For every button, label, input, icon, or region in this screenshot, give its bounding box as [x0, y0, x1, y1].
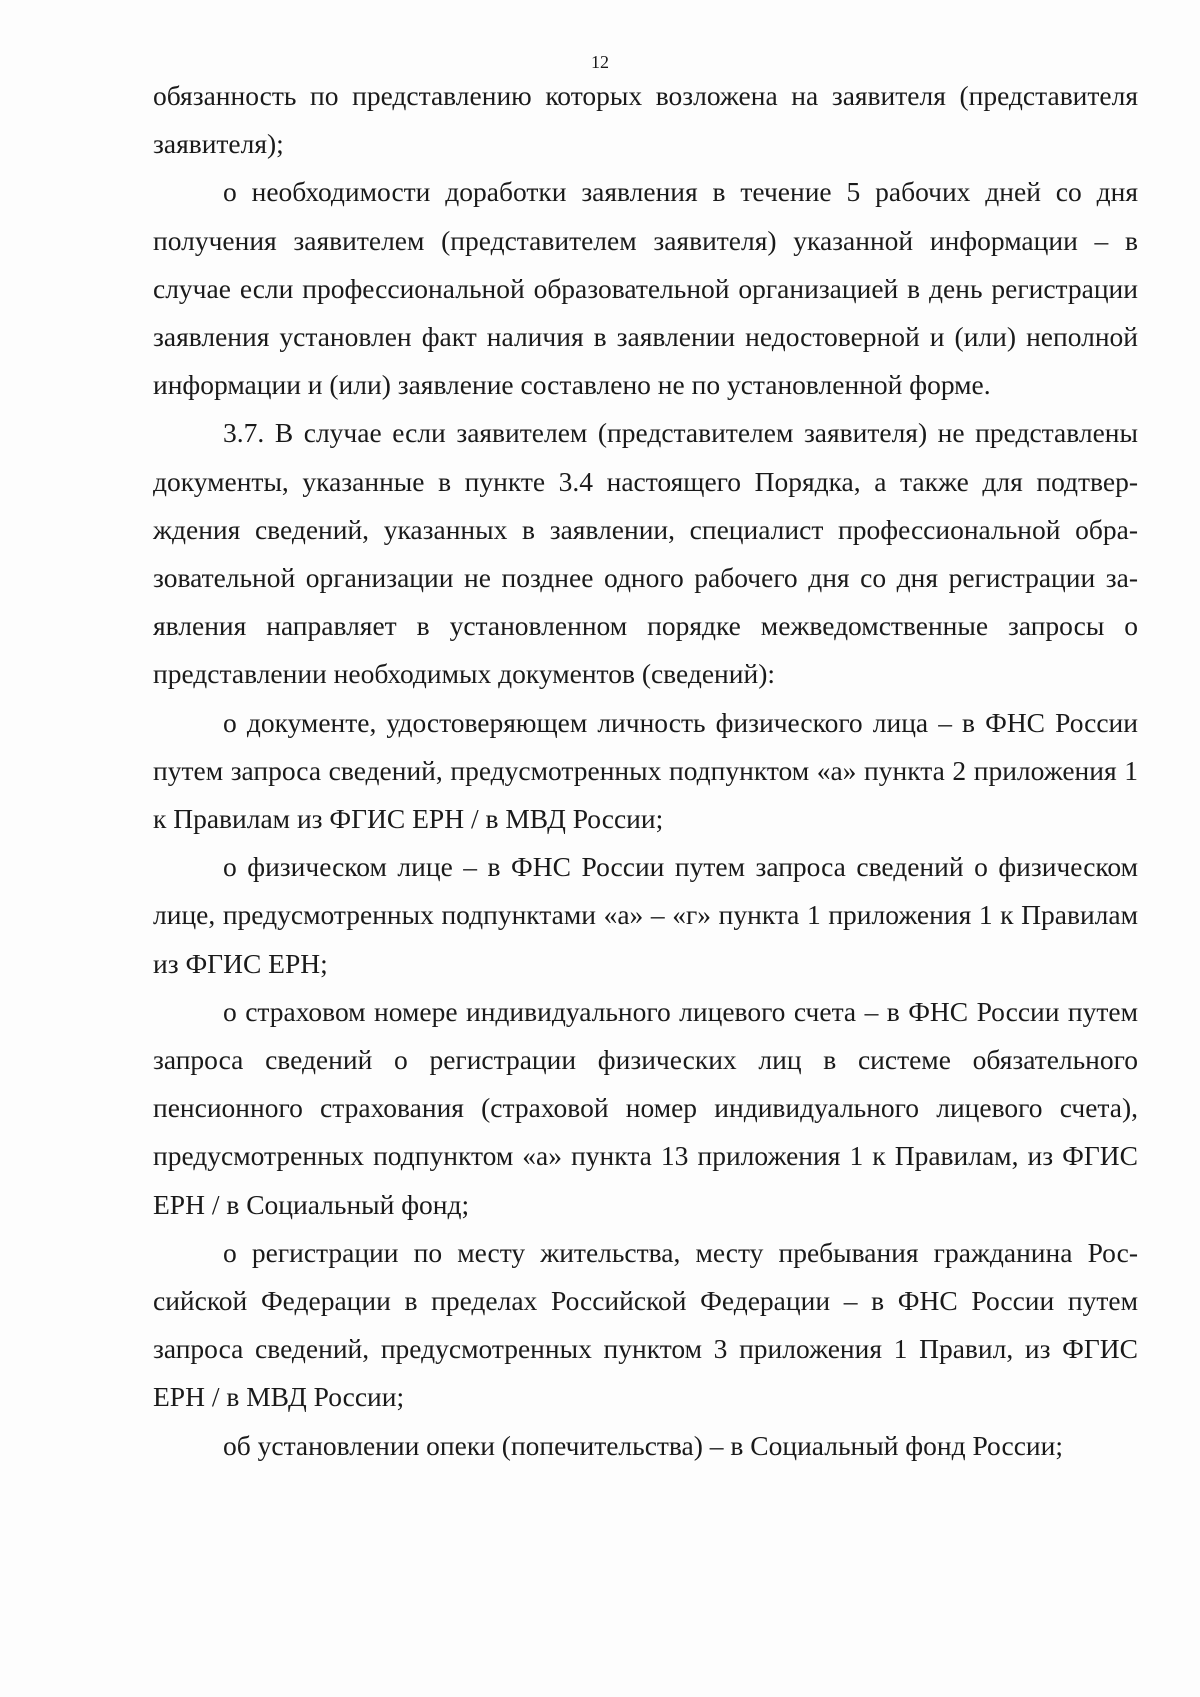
paragraph: о физическом лице – в ФНС России путем запроса сведений о физическом лице, предусмотренных подпунктами «а» – «г» пункта 1 приложения 1 к Правилам из ФГИС ЕРН; [153, 851, 1138, 979]
document-body [153, 72, 1138, 1470]
paragraph: об установлении опеки (попечительства) – в Социальный фонд России; [223, 1429, 1063, 1461]
page-number: 12 [591, 52, 609, 72]
paragraph: о регистрации по месту жительства, месту пребывания гражданина Российской Федерации в пределах Российской Федерации – в ФНС России путем запроса сведений, предусмотренных пунктом 3 приложения 1 Правил, из ФГИС ЕРН / в МВД России; [153, 1236, 1138, 1413]
paragraph: 3.7. В случае если заявителем (представителем заявителя) не представлены документы, указанные в пункте 3.4 настоящего Порядка, а также для подтверждения сведений, указанных в заявлении, специалист профессиональной образовательной организации не позднее одного рабочего дня со дня регистрации заявления направляет в установленном порядке межведомственные запросы о представлении необходимых документов (сведений): [153, 417, 1138, 690]
paragraph: о страховом номере индивидуального лицевого счета – в ФНС России путем запроса сведений о регистрации физических лиц в системе обязательного пенсионного страхования (страховой номер индивидуального лицевого счета), предусмотренных подпунктом «а» пункта 13 приложения 1 к Правилам, из ФГИС ЕРН / в Социальный фонд; [153, 995, 1138, 1220]
paragraph: о необходимости доработки заявления в течение 5 рабочих дней со дня получения заявителем (представителем заявителя) указанной информации – в случае если профессиональной образовательной организацией в день регистрации заявления установлен факт наличия в заявлении недостоверной и (или) неполной информации и (или) заявление составлено не по установленной форме. [153, 176, 1138, 401]
paragraph: обязанность по представлению которых возложена на заявителя (представителя заявителя); [153, 80, 1138, 160]
paragraph: о документе, удостоверяющем личность физического лица – в ФНС России путем запроса сведений, предусмотренных подпунктом «а» пункта 2 приложения 1 к Правилам из ФГИС ЕРН / в МВД России; [153, 706, 1138, 835]
